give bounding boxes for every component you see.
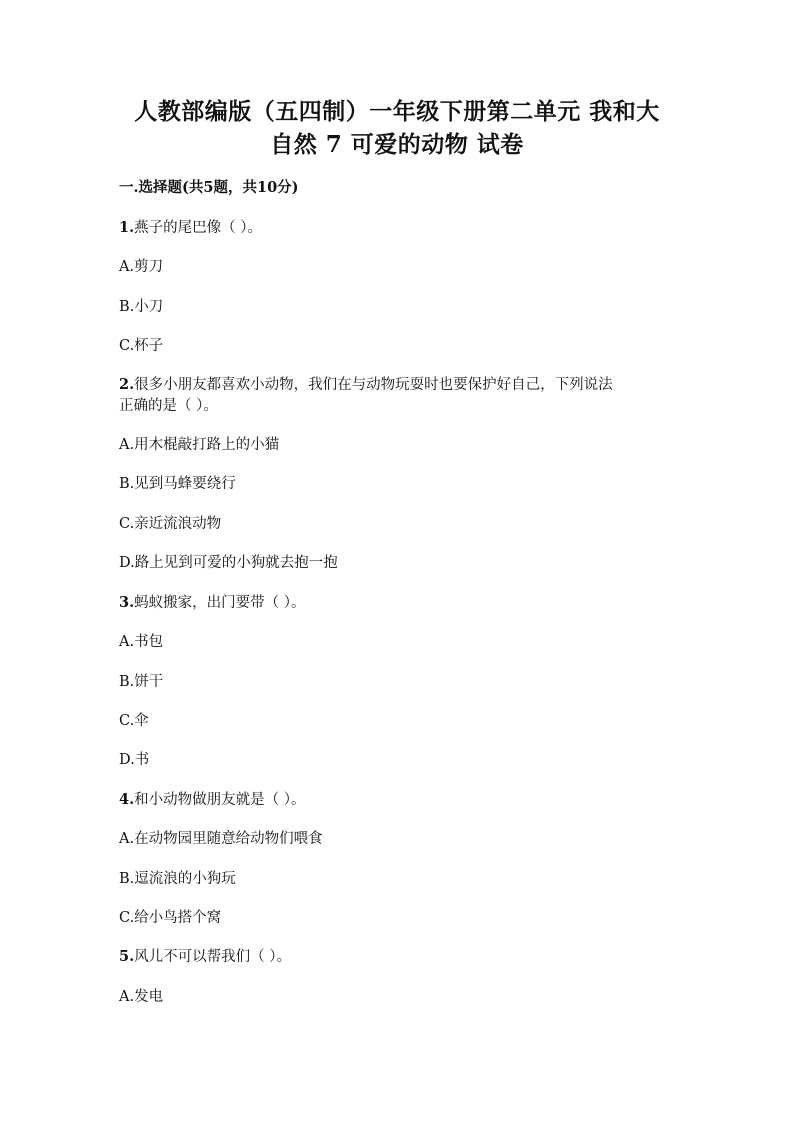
question-2-option-b: B.见到马蜂要绕行 bbox=[119, 476, 236, 492]
question-1-option-a: A.剪刀 bbox=[119, 259, 164, 275]
question-2 bbox=[119, 375, 613, 395]
question-3 bbox=[119, 593, 306, 613]
question-4-option-c: C.给小鸟搭个窝 bbox=[119, 910, 222, 926]
question-number: 5. bbox=[119, 948, 135, 965]
page-title-line-1: 人教部编版（五四制）一年级下册第二单元 我和大 bbox=[134, 98, 660, 125]
question-2-option-d: D.路上见到可爱的小狗就去抱一抱 bbox=[119, 555, 338, 571]
question-2-continuation: 正确的是（ ）。 bbox=[119, 398, 218, 414]
question-text: 蚂蚁搬家，出门要带（ ）。 bbox=[134, 595, 306, 611]
question-5-option-a: A.发电 bbox=[119, 989, 164, 1005]
question-text: 燕子的尾巴像（ ）。 bbox=[134, 220, 262, 236]
section-heading: 一.选择题(共5题，共10分) bbox=[119, 179, 299, 196]
question-1 bbox=[119, 218, 262, 238]
question-5 bbox=[119, 947, 291, 967]
question-3-option-d: D.书 bbox=[119, 752, 150, 768]
question-2-option-c: C.亲近流浪动物 bbox=[119, 516, 222, 532]
question-1-option-c: C.杯子 bbox=[119, 338, 164, 354]
question-number: 2. bbox=[119, 376, 135, 393]
question-text: 和小动物做朋友就是（ ）。 bbox=[134, 792, 306, 808]
question-1-option-b: B.小刀 bbox=[119, 299, 164, 315]
page-title-line-2: 自然 7 可爱的动物 试卷 bbox=[270, 131, 524, 158]
question-3-option-b: B.饼干 bbox=[119, 674, 164, 690]
question-text: 很多小朋友都喜欢小动物，我们在与动物玩耍时也要保护好自己，下列说法 bbox=[134, 377, 613, 393]
question-2-option-a: A.用木棍敲打路上的小猫 bbox=[119, 437, 280, 453]
question-number: 1. bbox=[119, 219, 135, 236]
question-3-option-c: C.伞 bbox=[119, 713, 149, 729]
question-4-option-b: B.逗流浪的小狗玩 bbox=[119, 871, 236, 887]
question-number: 4. bbox=[119, 791, 135, 808]
question-text: 风儿不可以帮我们（ ）。 bbox=[134, 949, 291, 965]
question-4 bbox=[119, 790, 306, 810]
question-3-option-a: A.书包 bbox=[119, 634, 164, 650]
question-4-option-a: A.在动物园里随意给动物们喂食 bbox=[119, 831, 323, 847]
question-number: 3. bbox=[119, 594, 135, 611]
